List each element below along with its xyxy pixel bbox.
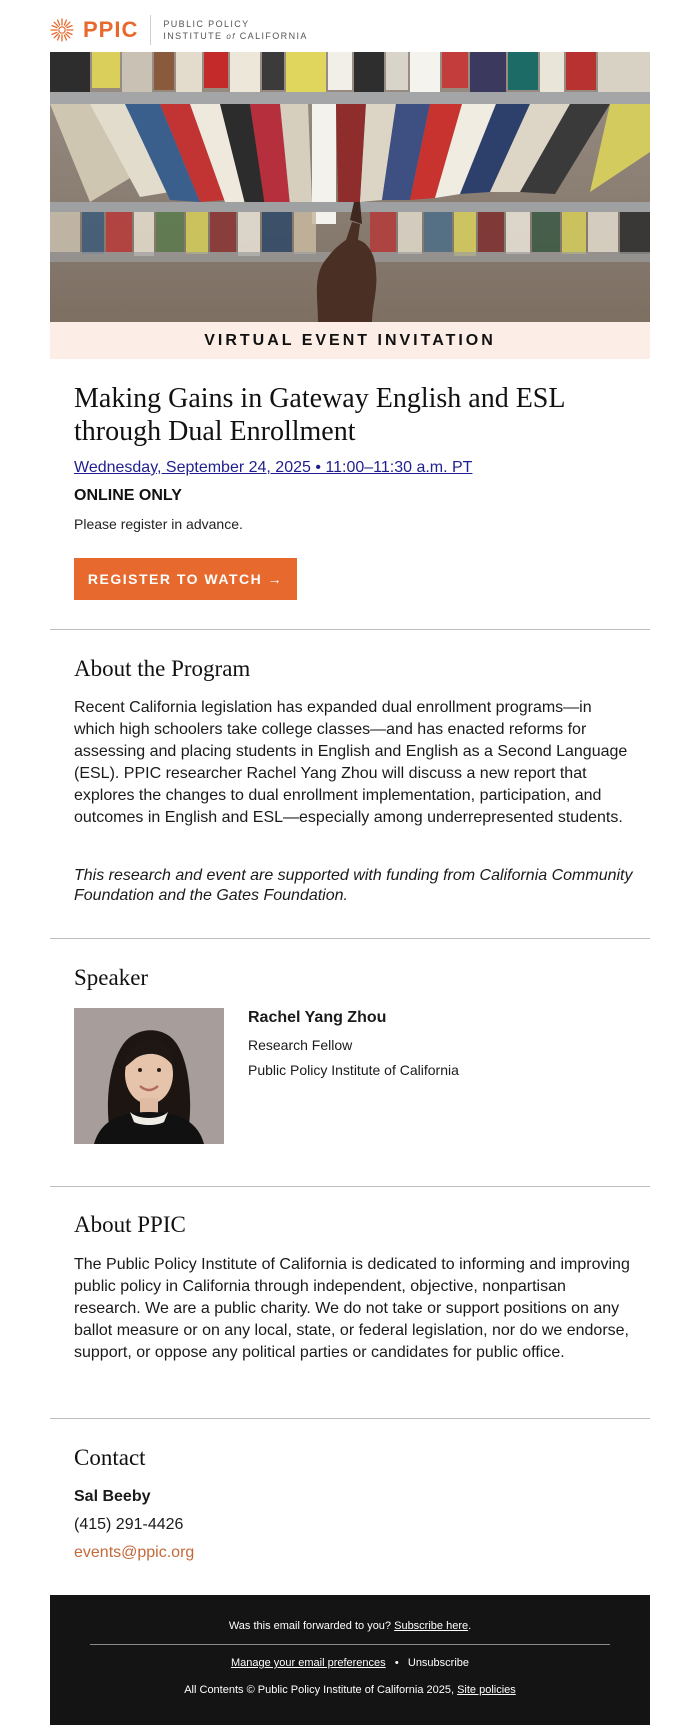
register-note: Please register in advance. [74, 516, 243, 532]
contact-email-link[interactable]: events@ppic.org [74, 1544, 195, 1561]
speaker-portrait [74, 1008, 224, 1144]
about-ppic-heading: About PPIC [74, 1212, 186, 1237]
footer-preferences-line [50, 1657, 650, 1669]
section-divider [50, 1418, 650, 1419]
logo-divider [150, 15, 151, 45]
event-title-line2: through Dual Enrollment [74, 416, 356, 447]
email-header [50, 10, 650, 50]
funding-note: This research and event are supported with funding from California Community Foundation and the Gates Foundation. [74, 867, 633, 904]
section-divider [50, 1186, 650, 1187]
event-title-line1: Making Gains in Gateway English and ESL [74, 383, 566, 414]
ppic-sun-logo-icon[interactable] [50, 18, 74, 42]
unsubscribe-link[interactable]: Unsubscribe [407, 1657, 470, 1669]
speaker-heading: Speaker [74, 965, 149, 990]
copyright-text: All Contents © Public Policy Institute of California 2025, [184, 1684, 455, 1696]
contact-heading: Contact [74, 1445, 146, 1470]
event-title [74, 382, 634, 448]
event-format: ONLINE ONLY [74, 487, 182, 504]
ppic-wordmark[interactable]: PPIC [83, 17, 139, 42]
subscribe-here-link[interactable]: Subscribe here [394, 1620, 469, 1632]
logo-institute: INSTITUTE [163, 30, 223, 41]
speaker-photo [74, 1008, 224, 1144]
speaker-name: Rachel Yang Zhou [248, 1009, 387, 1026]
forwarded-period: . [468, 1620, 472, 1632]
bookshelf-hero-image [50, 52, 650, 322]
logo-subtitle [163, 18, 307, 43]
logo-of: of [226, 31, 236, 41]
footer-bullet: • [394, 1657, 399, 1669]
footer-divider [90, 1644, 610, 1645]
site-policies-link[interactable]: Site policies [457, 1684, 516, 1696]
contact-name: Sal Beeby [74, 1488, 151, 1505]
email-footer [50, 1595, 650, 1725]
speaker-organization: Public Policy Institute of California [248, 1062, 459, 1078]
logo-subtitle-line2 [163, 30, 307, 43]
logo-california: CALIFORNIA [239, 30, 308, 41]
about-program-body: Recent California legislation has expanded dual enrollment programs—in which high schoolers take college classes—and has enacted reforms for assessing and placing students in English and English as a Second Language (ESL). PPIC researcher Rachel Yang Zhou will discuss a new report that explores the changes to dual enrollment implementation, participation, and outcomes in English and ESL—especially among underrepresented students. [74, 699, 628, 826]
footer-copyright-line [50, 1684, 650, 1696]
register-to-watch-button[interactable]: REGISTER TO WATCH → [74, 558, 297, 600]
contact-phone: (415) 291-4426 [74, 1516, 184, 1533]
footer-forwarded-line [50, 1620, 650, 1632]
about-ppic-body: The Public Policy Institute of California is dedicated to informing and improving public policy in California through independent, objective, nonpartisan research. We are a public charity. We do not take or support positions on any ballot measure or on any local, state, or federal legislation, nor do we endorse, support, or oppose any political parties or candidates for public office. [74, 1256, 630, 1361]
about-program-heading: About the Program [74, 656, 251, 681]
section-divider [50, 629, 650, 630]
manage-preferences-link[interactable]: Manage your email preferences [230, 1657, 386, 1669]
forwarded-text: Was this email forwarded to you? [228, 1620, 392, 1632]
speaker-role: Research Fellow [248, 1037, 353, 1053]
bookshelf-illustration [50, 52, 650, 322]
event-date-link[interactable]: Wednesday, September 24, 2025 • 11:00–11:30 a.m. PT [74, 459, 473, 476]
virtual-event-banner: VIRTUAL EVENT INVITATION [50, 322, 650, 359]
section-divider [50, 938, 650, 939]
logo-subtitle-line1: PUBLIC POLICY [163, 18, 250, 29]
